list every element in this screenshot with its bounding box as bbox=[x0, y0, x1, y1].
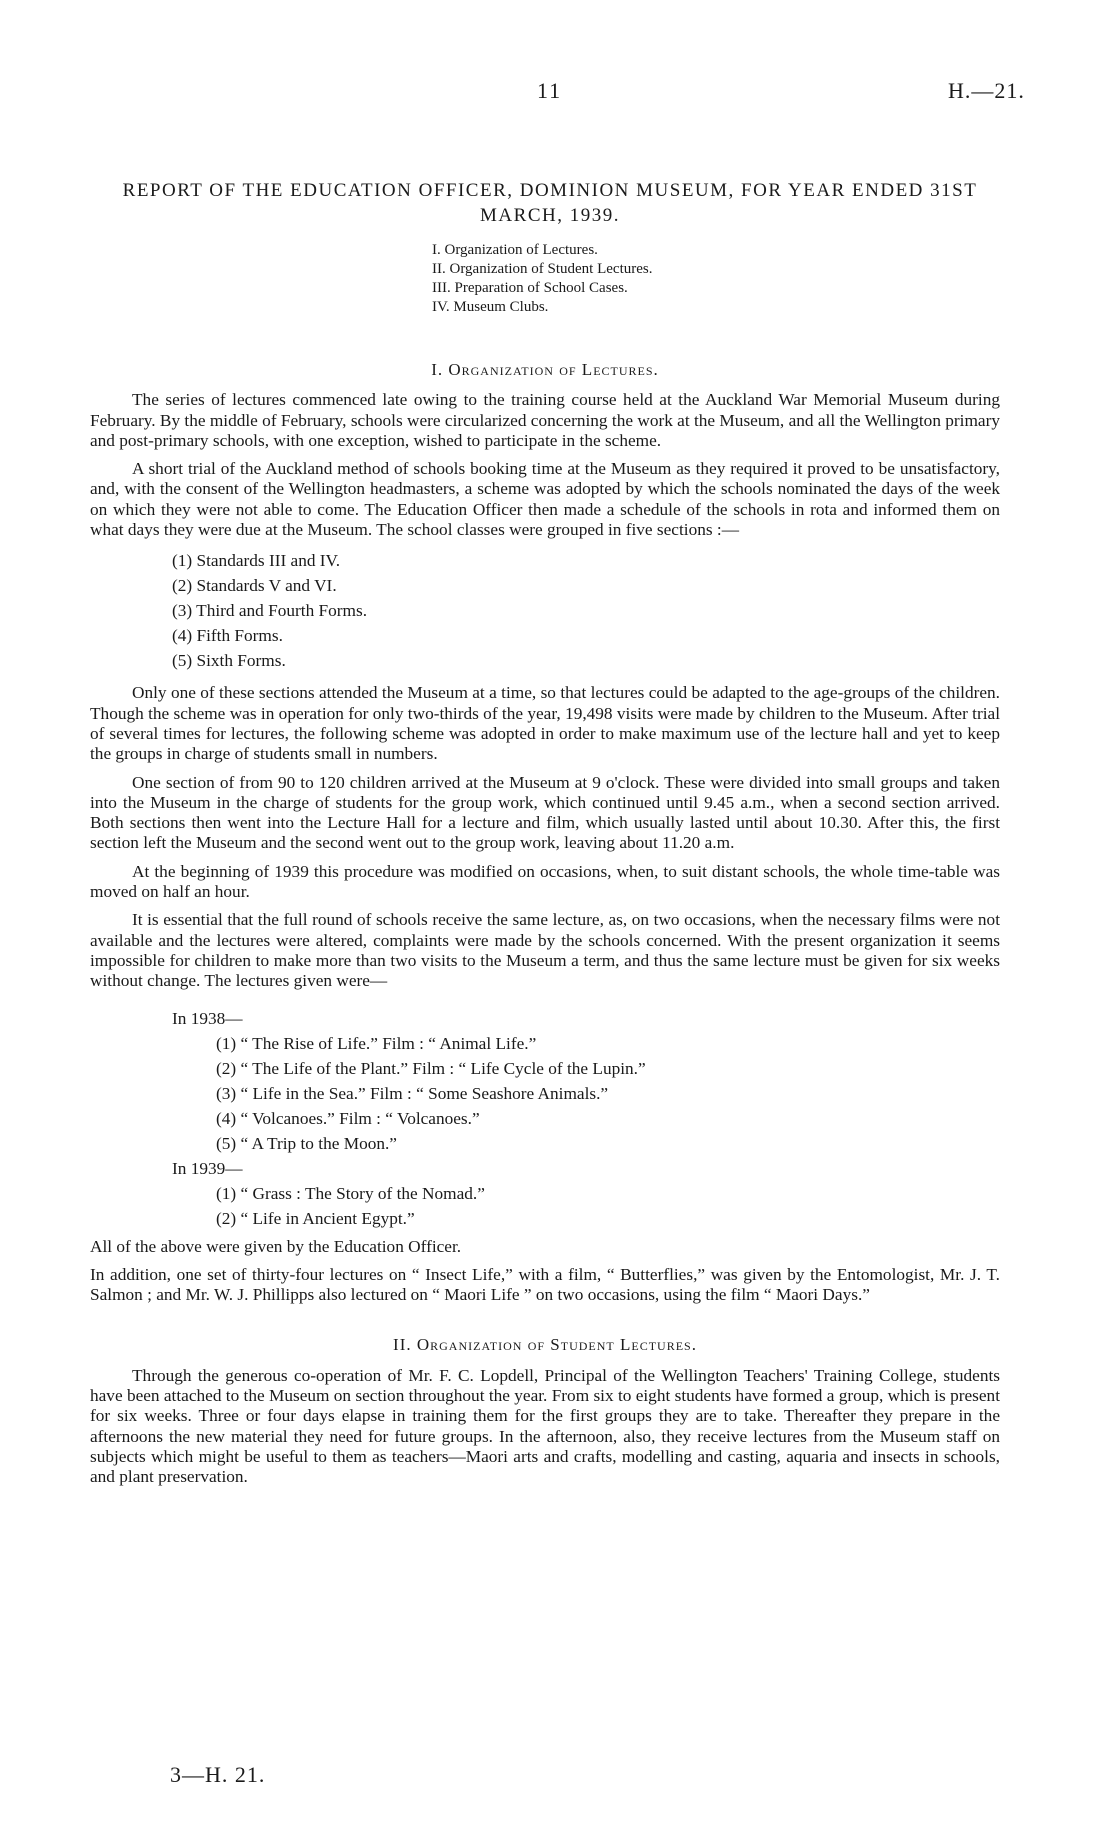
lectures-1938-list bbox=[216, 1031, 1000, 1156]
lectures-1939-list bbox=[216, 1181, 1000, 1231]
school-groups-list bbox=[172, 548, 1000, 673]
contents-item: III. Preparation of School Cases. bbox=[432, 280, 628, 296]
year-label: In 1938— bbox=[172, 1008, 243, 1028]
paragraph: A short trial of the Auckland method of schools booking time at the Museum as they required it proved to be unsatisfactory, and, with the consent of the Wellington headmasters, a scheme was adopted by which the schools nominated the days of the week on which they were not able to come. The Education Officer then made a schedule of the schools in rota and informed them on what days they were due at the Museum. The school classes were grouped in five sections :— bbox=[90, 459, 1000, 540]
list-item: (2) “ Life in Ancient Egypt.” bbox=[216, 1208, 415, 1228]
list-item: (2) “ The Life of the Plant.” Film : “ Life Cycle of the Lupin.” bbox=[216, 1058, 646, 1078]
report-title: REPORT OF THE EDUCATION OFFICER, DOMINION MUSEUM, FOR YEAR ENDED 31ST MARCH, 1939. bbox=[122, 180, 978, 226]
paragraph: At the beginning of 1939 this procedure was modified on occasions, when, to suit distant schools, the whole time-table was moved on half an hour. bbox=[90, 861, 1000, 902]
paragraph: Only one of these sections attended the Museum at a time, so that lectures could be adapted to the age-groups of the children. Though the scheme was in operation for only two-thirds of the year, 19,498 visits were made by children to the Museum. After trial of several times for lectures, the following scheme was adopted in order to make maximum use of the lecture hall and yet to keep the groups in charge of students small in numbers. bbox=[90, 683, 1000, 764]
year-label: In 1939— bbox=[172, 1158, 243, 1178]
paragraph: The series of lectures commenced late owing to the training course held at the Auckland War Memorial Museum during February. By the middle of February, schools were circularized concerning the work at the Museum, and all the Wellington primary and post-primary schools, with one exception, wished to participate in the scheme. bbox=[90, 390, 1000, 450]
list-item: (4) “ Volcanoes.” Film : “ Volcanoes.” bbox=[216, 1108, 480, 1128]
page-number: 11 bbox=[537, 78, 563, 103]
section-heading: I. Organization of Lectures. bbox=[431, 360, 659, 379]
contents-item: I. Organization of Lectures. bbox=[432, 242, 598, 258]
list-item: (1) “ The Rise of Life.” Film : “ Animal Life.” bbox=[216, 1033, 537, 1053]
list-item: (1) “ Grass : The Story of the Nomad.” bbox=[216, 1183, 485, 1203]
paragraph: One section of from 90 to 120 children arrived at the Museum at 9 o'clock. These were divided into small groups and taken into the Museum in the charge of students for the group work, which continued until 9.45 a.m., when a second section arrived. Both sections then went into the Lecture Hall for a lecture and film, which usually lasted until about 10.30. After this, the first section left the Museum and the second went out to the group work, leaving about 11.20 a.m. bbox=[90, 772, 1000, 853]
paragraph: Through the generous co-operation of Mr. F. C. Lopdell, Principal of the Wellington Teachers' Training College, students have been attached to the Museum on section throughout the year. From six to eight students have formed a group, which is present for six weeks. Three or four days elapse in training them for the first groups they are to take. Thereafter they prepare in the afternoons the new material they need for future groups. In the afternoon, also, they receive lectures from the Museum staff on subjects which might be useful to them as teachers—Maori arts and crafts, modelling and casting, aquaria and insects in schools, and plant preservation. bbox=[90, 1365, 1000, 1487]
table-of-contents bbox=[432, 241, 653, 317]
list-item: (5) Sixth Forms. bbox=[172, 651, 286, 671]
document-reference: H.—21. bbox=[948, 78, 1025, 103]
list-item: (4) Fifth Forms. bbox=[172, 626, 283, 646]
section-heading: II. Organization of Student Lectures. bbox=[393, 1335, 697, 1355]
list-item: (2) Standards V and VI. bbox=[172, 576, 337, 596]
paragraph: In addition, one set of thirty-four lectures on “ Insect Life,” with a film, “ Butterflies,” was given by the Entomologist, Mr. J. T. Salmon ; and Mr. W. J. Phillipps also lectured on “ Maori Life ” on two occasions, using the film “ Maori Days.” bbox=[90, 1264, 1000, 1305]
list-item: (3) Third and Fourth Forms. bbox=[172, 601, 368, 621]
paragraph: All of the above were given by the Education Officer. bbox=[90, 1236, 462, 1256]
footer-signature: 3—H. 21. bbox=[170, 1762, 266, 1787]
contents-item: II. Organization of Student Lectures. bbox=[432, 261, 653, 277]
list-item: (5) “ A Trip to the Moon.” bbox=[216, 1133, 397, 1153]
document-body bbox=[90, 360, 1000, 1496]
list-item: (3) “ Life in the Sea.” Film : “ Some Seashore Animals.” bbox=[216, 1083, 609, 1103]
list-item: (1) Standards III and IV. bbox=[172, 551, 341, 571]
contents-item: IV. Museum Clubs. bbox=[432, 299, 549, 315]
paragraph: It is essential that the full round of schools receive the same lecture, as, on two occasions, when the necessary films were not available and the lectures were altered, complaints were made by the schools concerned. With the present organization it seems impossible for children to make more than two visits to the Museum a term, and thus the same lecture must be given for six weeks without change. The lectures given were— bbox=[90, 910, 1000, 991]
